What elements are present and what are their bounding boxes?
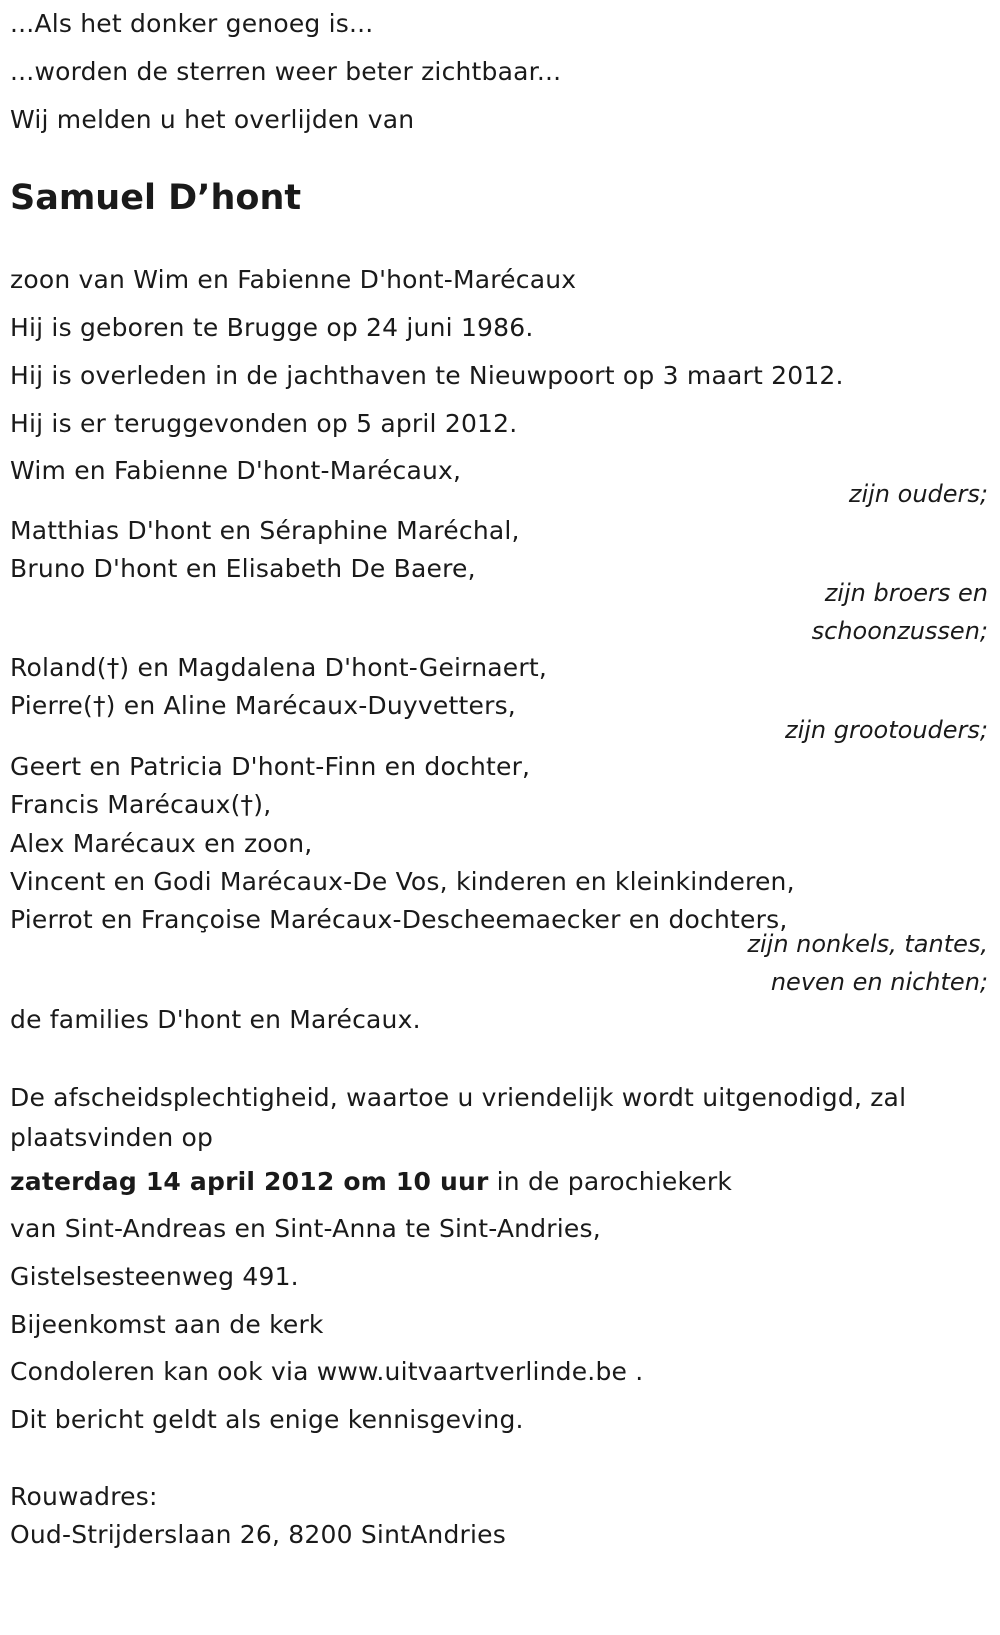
families-line: de families D'hont en Marécaux. [10,1005,421,1034]
sibling-line-1: Matthias D'hont en Séraphine Maréchal, [10,516,520,545]
died-line: Hij is overleden in de jachthaven te Nieuwpoort op 3 maart 2012. [10,361,844,390]
parents-names: Wim en Fabienne D'hont-Marécaux, [10,456,462,485]
grandparents-line-2-pre: Pierre( [10,691,93,720]
street-line: Gistelsesteenweg 491. [10,1262,299,1291]
ceremony-date-line [10,1166,732,1198]
gathering-line: Bijeenkomst aan de kerk [10,1310,324,1339]
ceremony-date: zaterdag 14 april 2012 om 10 uur [10,1167,489,1196]
grandparents-line-1-pre: Roland( [10,653,107,682]
uncles-line-4: Vincent en Godi Marécaux-De Vos, kinderen en kleinkinderen, [10,867,795,896]
intro-line-3: Wij melden u het overlijden van [10,105,415,134]
uncles-line-1: Geert en Patricia D'hont-Finn en dochter, [10,752,531,781]
notice-line: Dit bericht geldt als enige kennisgeving. [10,1405,524,1434]
uncles-relation-2: neven en nichten; [770,968,988,996]
grandparents-line-2 [10,690,516,722]
grandparents-line-1-post: ) en Magdalena D'hont-Geirnaert, [119,653,548,682]
uncles-line-2 [10,789,271,821]
condolence-line: Condoleren kan ook via www.uitvaartverlinde.be . [10,1357,644,1386]
sibling-line-2: Bruno D'hont en Elisabeth De Baere, [10,554,476,583]
uncles-line-5: Pierrot en Françoise Marécaux-Descheemaecker en dochters, [10,905,788,934]
deceased-name: Samuel D’hont [10,178,302,218]
uncles-line-2-pre: Francis Marécaux( [10,790,241,819]
ceremony-location: in de parochiekerk [488,1167,733,1196]
son-of-line: zoon van Wim en Fabienne D'hont-Marécaux [10,265,577,294]
cross-icon: † [240,790,254,819]
church-line: van Sint-Andreas en Sint-Anna te Sint-Andries, [10,1214,601,1243]
uncles-line-2-post: ), [253,790,272,819]
cross-icon: † [106,653,120,682]
parents-relation: zijn ouders; [848,480,988,508]
mourning-address-label: Rouwadres: [10,1482,158,1511]
grandparents-line-1 [10,652,547,684]
grandparents-relation: zijn grootouders; [784,716,988,744]
born-line: Hij is geboren te Brugge op 24 juni 1986. [10,313,534,342]
intro-line-1: ...Als het donker genoeg is... [10,9,374,38]
uncles-line-3: Alex Marécaux en zoon, [10,829,313,858]
found-line: Hij is er teruggevonden op 5 april 2012. [10,409,518,438]
cross-icon: † [92,691,106,720]
siblings-relation-2: schoonzussen; [811,617,988,645]
ceremony-intro: De afscheidsplechtigheid, waartoe u vriendelijk wordt uitgenodigd, zal plaatsvinden op [10,1083,907,1152]
uncles-relation-1: zijn nonkels, tantes, [747,930,988,958]
intro-line-2: ...worden de sterren weer beter zichtbaar... [10,57,562,86]
mourning-address: Oud-Strijderslaan 26, 8200 SintAndries [10,1520,506,1549]
siblings-relation-1: zijn broers en [824,579,988,607]
grandparents-line-2-post: ) en Aline Marécaux-Duyvetters, [105,691,516,720]
